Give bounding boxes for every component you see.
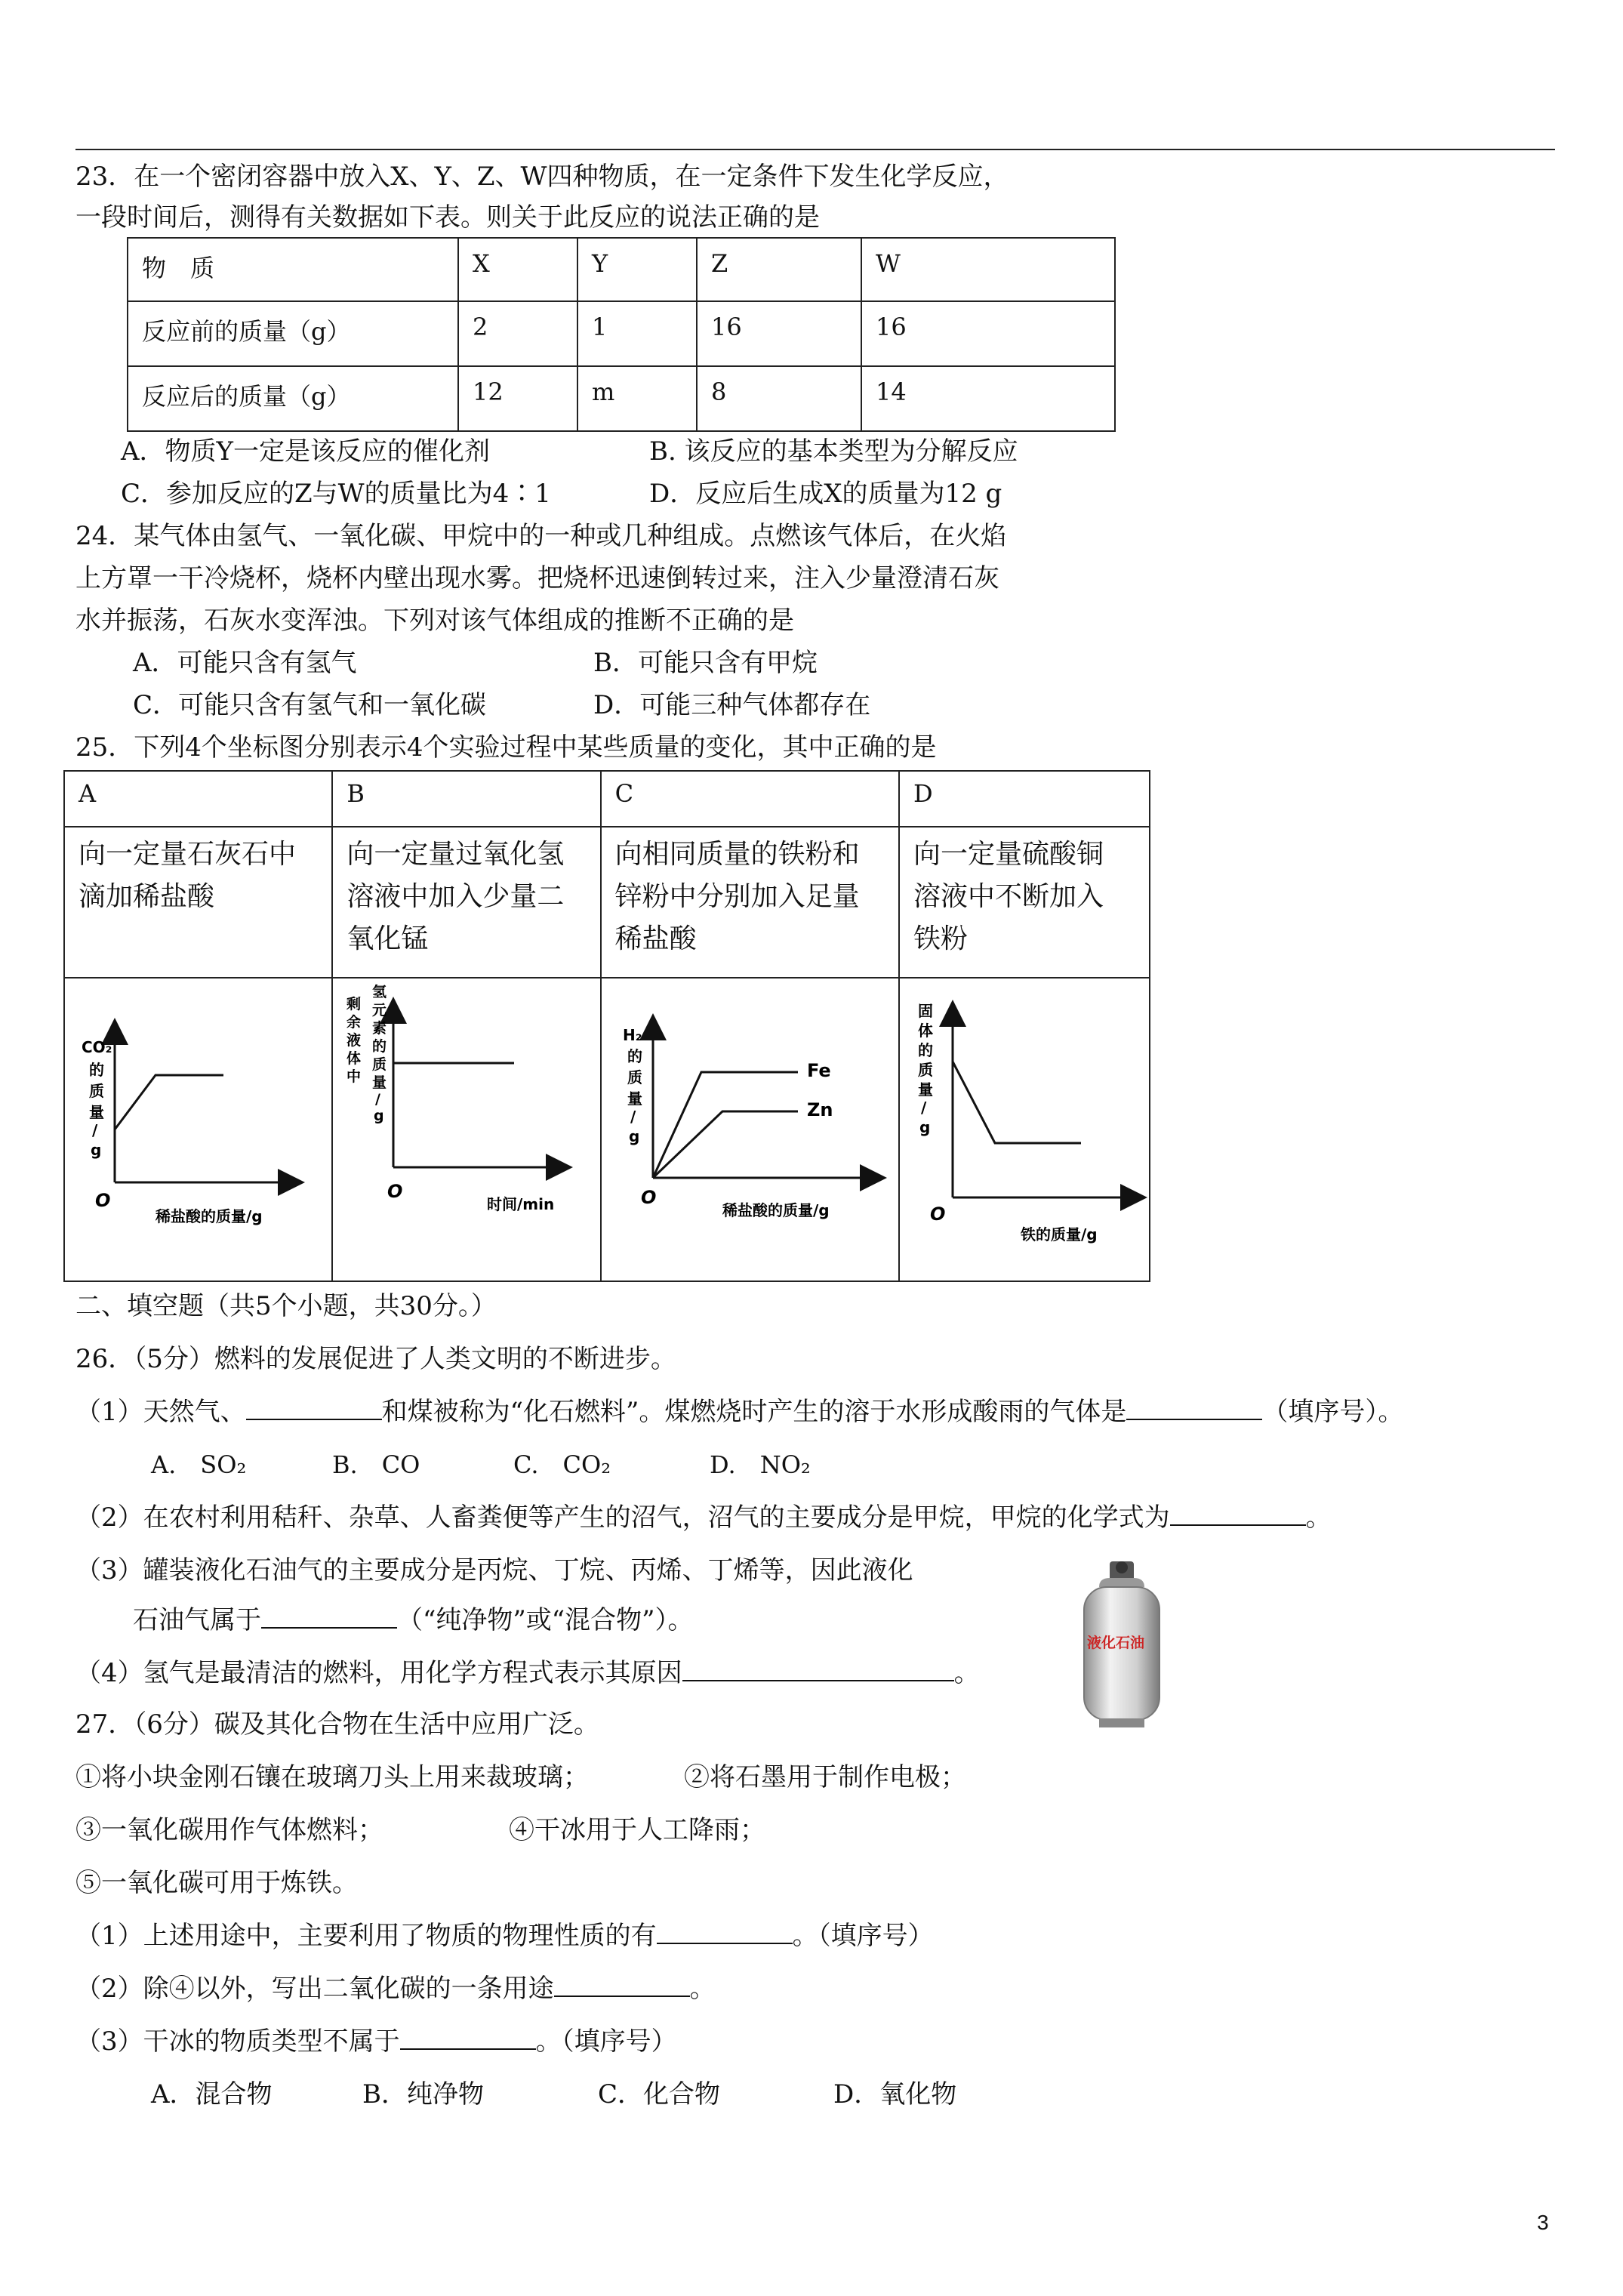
series-line-zn (653, 1111, 798, 1178)
table-header-cell: Y (577, 238, 697, 301)
y-label: g (919, 1118, 931, 1136)
y-label: / (375, 1091, 381, 1108)
y-label: 质 (372, 1056, 387, 1073)
series-label-fe: Fe (806, 1060, 831, 1081)
q24-option-b: B．可能只含有甲烷 (593, 648, 818, 678)
y-label: 氢 (372, 984, 387, 1000)
q23-option-a: A．物质Y一定是该反应的催化剂 (121, 436, 490, 467)
q27-use-3: ③一氧化碳用作气体燃料； (75, 1815, 383, 1845)
y-label: 质 (918, 1061, 933, 1079)
section-heading: 二、填空题（共5个小题，共30分。） (75, 1291, 497, 1321)
x-label: 稀盐酸的质量/g (156, 1207, 263, 1225)
y-label: 的 (627, 1047, 642, 1065)
graph-a (65, 978, 322, 1274)
q25-col-letter: A (64, 771, 332, 827)
series-label-zn: Zn (806, 1099, 833, 1120)
y-label: 量 (89, 1103, 104, 1121)
y-label-left: 余 (346, 1014, 362, 1031)
q27-part2: （2）除④以外，写出二氧化碳的一条用途 。 (75, 1974, 716, 2004)
q24-stem-line1: 24．某气体由氢气、一氧化碳、甲烷中的一种或几种组成。点燃该气体后，在火焰 (75, 521, 1007, 551)
table-cell: 1 (577, 301, 697, 366)
q27-part1: （1）上述用途中，主要利用了物质的物理性质的有 。（填序号） (75, 1921, 934, 1951)
series-line (115, 1075, 223, 1130)
y-label-left: 中 (346, 1068, 362, 1085)
table-cell: 14 (861, 366, 1115, 431)
q25-col-desc: 向一定量过氧化氢 溶液中加入少量二 氧化锰 (332, 827, 600, 978)
q23-option-b: B. 该反应的基本类型为分解反应 (649, 436, 1018, 467)
q25-table (63, 770, 1150, 1282)
q26-options: A. SO₂ B. CO C. CO₂ D. NO₂ (151, 1450, 811, 1479)
y-label: 量 (918, 1080, 933, 1099)
y-label-left: 体 (346, 1050, 362, 1067)
table-cell: 反应后的质量（g） (128, 366, 458, 431)
x-label: 时间/min (487, 1195, 555, 1213)
q25-col-desc: 向一定量硫酸铜 溶液中不断加入 铁粉 (899, 827, 1150, 978)
q23-stem-line1: 23．在一个密闭容器中放入X、Y、Z、W四种物质，在一定条件下发生化学反应， (75, 162, 1009, 192)
y-label: 的 (372, 1038, 387, 1055)
table-cell: 8 (697, 366, 861, 431)
y-label-left: 液 (346, 1032, 362, 1049)
y-label: 固 (918, 1002, 933, 1020)
y-label: CO₂ (82, 1038, 112, 1056)
q24-stem-line2: 上方罩一干冷烧杯，烧杯内壁出现水雾。把烧杯迅速倒转过来，注入少量澄清石灰 (75, 563, 999, 593)
q26-stem: 26．（5分）燃料的发展促进了人类文明的不断进步。 (75, 1344, 676, 1374)
y-label: / (630, 1108, 636, 1126)
y-label-left: 剩 (346, 996, 362, 1012)
origin-label: O (640, 1187, 657, 1208)
y-label: 质 (627, 1068, 642, 1086)
q27-part3: （3）干冰的物质类型不属于 。（填序号） (75, 2026, 677, 2057)
y-label: 体 (918, 1022, 933, 1040)
table-cell: 反应前的质量（g） (128, 301, 458, 366)
q27-stem: 27．（6分）碳及其化合物在生活中应用广泛。 (75, 1709, 599, 1740)
graph-cell-d (899, 978, 1150, 1281)
q27-use-1: ①将小块金刚石镶在玻璃刀头上用来裁玻璃； (75, 1762, 589, 1792)
q26-part3-line1: （3）罐装液化石油气的主要成分是丙烷、丁烷、丙烯、丁烯等，因此液化 (75, 1555, 913, 1586)
answer-blank (657, 1920, 793, 1944)
page-number: 3 (1537, 2211, 1549, 2234)
graph-cell-a (64, 978, 332, 1281)
y-label: 量 (627, 1089, 642, 1108)
y-label: / (921, 1099, 927, 1117)
answer-blank (1126, 1396, 1262, 1420)
series-line-fe (653, 1072, 798, 1178)
q23-option-d: D．反应后生成X的质量为12 g (649, 479, 1002, 509)
tank-label: 液化石油 (1087, 1635, 1145, 1651)
q27-use-4: ④干冰用于人工降雨； (509, 1815, 765, 1845)
y-label: H₂ (622, 1026, 642, 1044)
q27-options: A．混合物 B．纯净物 C．化合物 D．氧化物 (151, 2079, 957, 2110)
q24-option-d: D．可能三种气体都存在 (593, 690, 871, 720)
table-header-cell: W (861, 238, 1115, 301)
table-cell: 2 (458, 301, 577, 366)
graph-b (333, 978, 590, 1274)
q24-option-a: A．可能只含有氢气 (133, 648, 357, 678)
lpg-tank-image (1076, 1557, 1167, 1730)
answer-blank (246, 1396, 382, 1420)
origin-label: O (930, 1203, 946, 1225)
header-rule (75, 149, 1555, 150)
y-label: 的 (89, 1061, 104, 1079)
answer-blank (261, 1604, 397, 1629)
table-header-cell: Z (697, 238, 861, 301)
y-label: 素 (372, 1020, 387, 1037)
q27-use-2: ②将石墨用于制作电极； (684, 1762, 966, 1792)
y-label: g (374, 1108, 384, 1124)
q24-stem-line3: 水并振荡，石灰水变浑浊。下列对该气体组成的推断不正确的是 (75, 606, 794, 636)
answer-blank (1170, 1502, 1306, 1526)
graph-cell-c (601, 978, 899, 1281)
table-cell: 16 (697, 301, 861, 366)
y-label: 的 (918, 1041, 933, 1059)
y-label: g (91, 1141, 102, 1159)
answer-blank (400, 2026, 536, 2050)
q26-part2: （2）在农村利用秸秆、杂草、人畜粪便等产生的沼气，沼气的主要成分是甲烷，甲烷的化学式为 。 (75, 1502, 1332, 1533)
answer-blank (682, 1657, 954, 1681)
table-header-cell: X (458, 238, 577, 301)
y-label: g (628, 1127, 639, 1145)
origin-label: O (387, 1181, 403, 1202)
graph-d (900, 978, 1149, 1274)
answer-blank (554, 1973, 690, 1997)
table-cell: m (577, 366, 697, 431)
y-label: 元 (372, 1002, 387, 1019)
series-line (953, 1062, 1081, 1143)
y-label: 质 (89, 1082, 104, 1100)
q25-col-desc: 向一定量石灰石中 滴加稀盐酸 (64, 827, 332, 978)
q23-stem-line2: 一段时间后，测得有关数据如下表。则关于此反应的说法正确的是 (75, 202, 820, 233)
table-cell: 16 (861, 301, 1115, 366)
graph-c (602, 978, 888, 1274)
q25-col-letter: D (899, 771, 1150, 827)
x-label: 稀盐酸的质量/g (722, 1201, 830, 1219)
q25-col-letter: B (332, 771, 600, 827)
q24-option-c: C．可能只含有氢气和一氧化碳 (133, 690, 487, 720)
y-label: 量 (372, 1074, 387, 1091)
q26-part1: （1）天然气、 和煤被称为“化石燃料”。煤燃烧时产生的溶于水形成酸雨的气体是 （填序号）。 (75, 1397, 1404, 1427)
origin-label: O (95, 1190, 111, 1211)
q25-col-desc: 向相同质量的铁粉和 锌粉中分别加入足量 稀盐酸 (601, 827, 899, 978)
q27-use-5: ⑤一氧化碳可用于炼铁。 (75, 1868, 358, 1898)
graph-cell-b (332, 978, 600, 1281)
q23-option-c: C．参加反应的Z与W的质量比为4∶1 (121, 479, 551, 509)
table-header-cell: 物 质 (128, 238, 458, 301)
y-label: / (92, 1121, 98, 1139)
q23-table (127, 237, 1116, 432)
x-label: 铁的质量/g (1021, 1225, 1098, 1244)
q25-stem: 25．下列4个坐标图分别表示4个实验过程中某些质量的变化，其中正确的是 (75, 732, 937, 763)
q25-col-letter: C (601, 771, 899, 827)
q26-part4: （4）氢气是最清洁的燃料，用化学方程式表示其原因 。 (75, 1658, 980, 1688)
table-cell: 12 (458, 366, 577, 431)
q26-part3-line2: 石油气属于 （“纯净物”或“混合物”）。 (133, 1605, 694, 1635)
